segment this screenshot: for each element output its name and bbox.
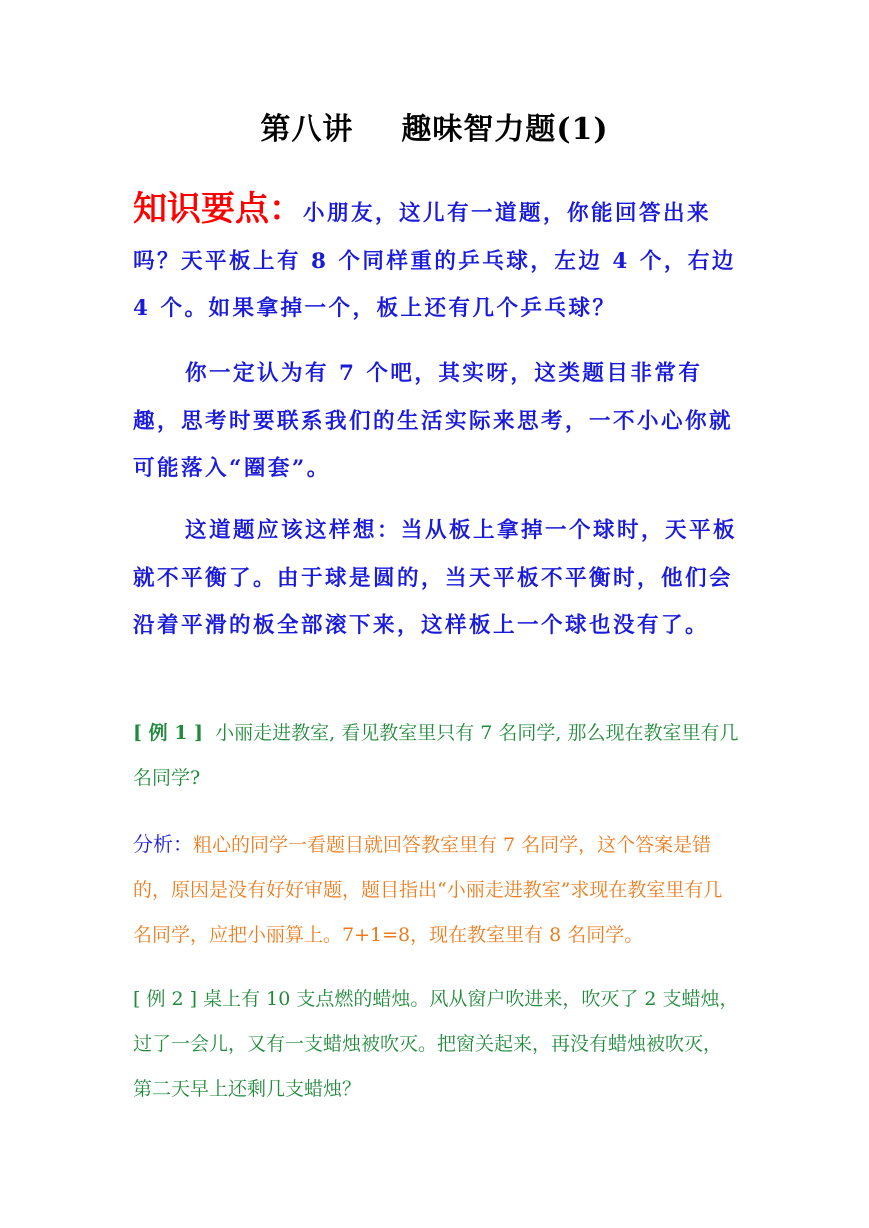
explanation-paragraph-1: 你一定认为有 7 个吧，其实呀，这类题目非常有趣，思考时要联系我们的生活实际来思考，一不小心你就可能落入“圈套”。 (133, 361, 734, 481)
lecture-number: 第八讲 (260, 112, 354, 147)
explanation-paragraph-2: 这道题应该这样想：当从板上拿掉一个球时，天平板就不平衡了。由于球是圆的，当天平板不平衡时，他们会沿着平滑的板全部滚下来，这样板上一个球也没有了。 (133, 518, 738, 638)
example-2-text: 桌上有 10 支点燃的蜡烛。风从窗户吹进来，吹灭了 2 支蜡烛，过了一会儿，又有一支蜡烛被吹灭。把窗关起来，再没有蜡烛被吹灭，第二天早上还剩几支蜡烛？ (133, 988, 739, 1100)
knowledge-points-label: 知识要点： (133, 189, 303, 229)
analysis-1-label: 分析： (133, 832, 193, 856)
example-2 (133, 977, 739, 1112)
page-title (0, 106, 869, 154)
example-1-text: 小丽走进教室, 看见教室里只有 7 名同学, 那么现在教室里有几名同学? (133, 722, 739, 789)
example-1 (133, 711, 739, 801)
analysis-1-text: 粗心的同学一看题目就回答教室里有 7 名同学，这个答案是错的，原因是没有好好审题，题目指出“小丽走进教室”求现在教室里有几名同学，应把小丽算上。7+1=8，现在教室里有 8 名同学。 (133, 834, 723, 946)
knowledge-points-paragraph (133, 186, 739, 333)
analysis-1 (133, 822, 739, 958)
lecture-topic: 趣味智力题(1) (401, 112, 609, 147)
example-1-label: [ 例 1 ] (133, 722, 204, 744)
knowledge-points-text: 小朋友，这儿有一道题，你能回答出来吗？天平板上有 8 个同样重的乒乓球，左边 4 个，右边 4 个。如果拿掉一个，板上还有几个乒乓球？ (133, 201, 736, 321)
example-2-label: [ 例 2 ] (133, 988, 198, 1010)
